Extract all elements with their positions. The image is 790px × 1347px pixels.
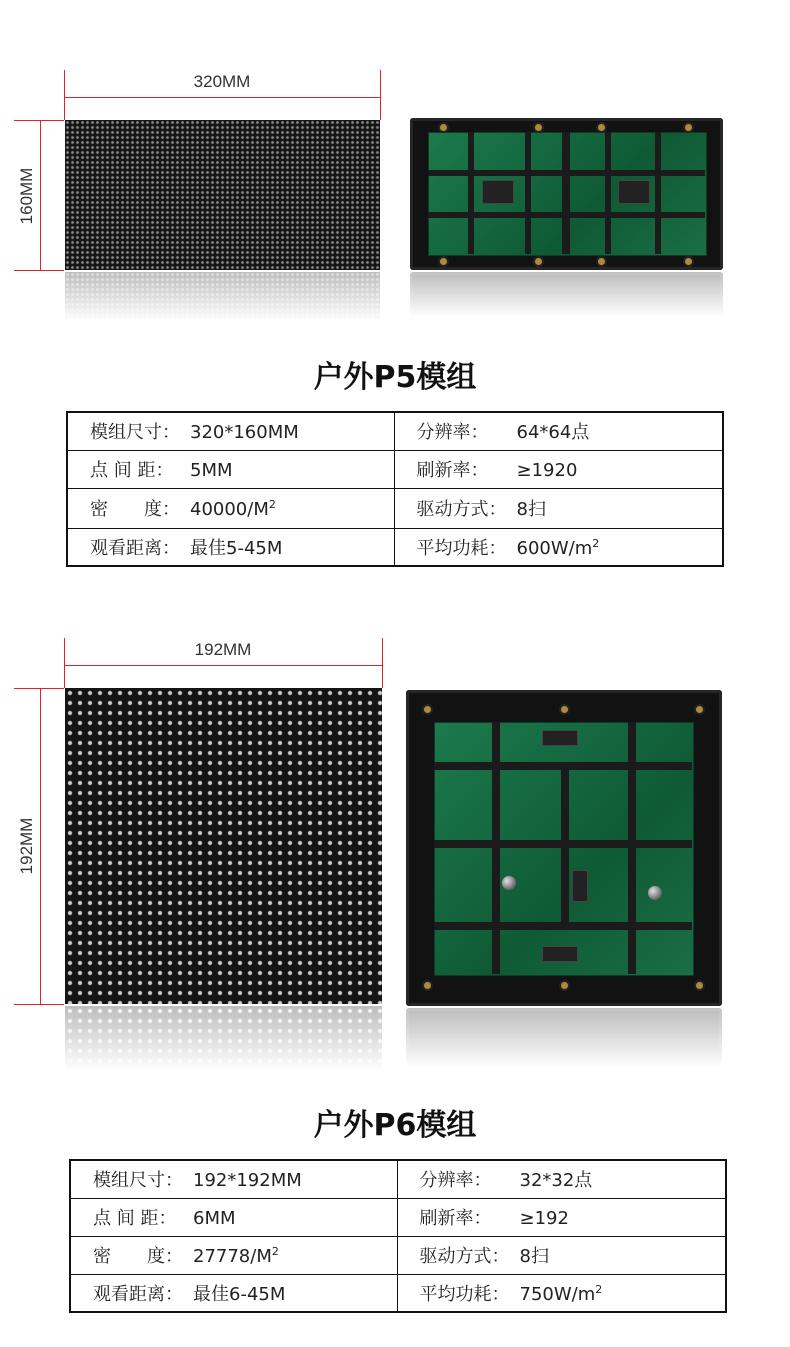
spec-cell: 分辨率： 64*64点 — [394, 412, 723, 450]
p5-height-tick-top — [14, 120, 64, 121]
table-row — [67, 528, 723, 566]
p6-module-front-reflection — [65, 1006, 382, 1071]
p5-section-title: 户外P5模组 — [313, 360, 477, 395]
table-row — [67, 450, 723, 488]
spec-cell: 驱动方式： 8扫 — [394, 488, 723, 528]
p5-height-dimension-line — [40, 120, 41, 270]
p6-module-back-reflection — [406, 1008, 722, 1068]
p5-width-label: 320MM — [193, 72, 251, 91]
p5-module-front-reflection — [65, 272, 380, 322]
table-row — [70, 1274, 726, 1312]
table-row — [67, 412, 723, 450]
spec-cell: 驱动方式： 8扫 — [397, 1236, 726, 1274]
table-row — [70, 1236, 726, 1274]
p5-height-label: 160MM — [17, 167, 36, 225]
spec-cell: 模组尺寸： 192*192MM — [70, 1160, 397, 1198]
p5-width-tick-right — [380, 70, 381, 120]
p6-height-tick-top — [14, 688, 64, 689]
spec-cell: 密 度： $27778/M^2$ — [70, 1236, 397, 1274]
p6-module-back-image — [406, 690, 722, 1006]
spec-cell: 刷新率： ≥192 — [397, 1198, 726, 1236]
table-row — [70, 1198, 726, 1236]
spec-cell: 观看距离： 最佳6-45M — [70, 1274, 397, 1312]
spec-cell: 刷新率： ≥1920 — [394, 450, 723, 488]
spec-cell: 密 度： $40000/M^2$ — [67, 488, 394, 528]
p6-module-front-image — [65, 688, 382, 1004]
p5-module-back-reflection — [410, 272, 723, 317]
spec-cell: 平均功耗： $600W/m^2$ — [394, 528, 723, 566]
spec-cell: 分辨率： 32*32点 — [397, 1160, 726, 1198]
p5-module-front-image — [65, 120, 380, 270]
table-row — [67, 488, 723, 528]
spec-cell: 点 间 距： 5MM — [67, 450, 394, 488]
table-row — [70, 1160, 726, 1198]
p5-width-dimension-line — [64, 97, 380, 98]
p6-section-title: 户外P6模组 — [313, 1108, 477, 1143]
spec-cell: 模组尺寸： 320*160MM — [67, 412, 394, 450]
spec-cell: 平均功耗： $750W/m^2$ — [397, 1274, 726, 1312]
p6-width-dimension-line — [64, 665, 382, 666]
p6-spec-table — [69, 1159, 727, 1313]
p5-module-back-image — [410, 118, 723, 270]
spec-cell: 观看距离： 最佳5-45M — [67, 528, 394, 566]
p6-width-tick-right — [382, 638, 383, 688]
p5-spec-table — [66, 411, 724, 567]
p5-height-tick-bottom — [14, 270, 64, 271]
p6-height-label: 192MM — [17, 817, 36, 875]
p6-height-dimension-line — [40, 688, 41, 1004]
p6-height-tick-bottom — [14, 1004, 64, 1005]
spec-cell: 点 间 距： 6MM — [70, 1198, 397, 1236]
p6-width-label: 192MM — [194, 640, 252, 659]
